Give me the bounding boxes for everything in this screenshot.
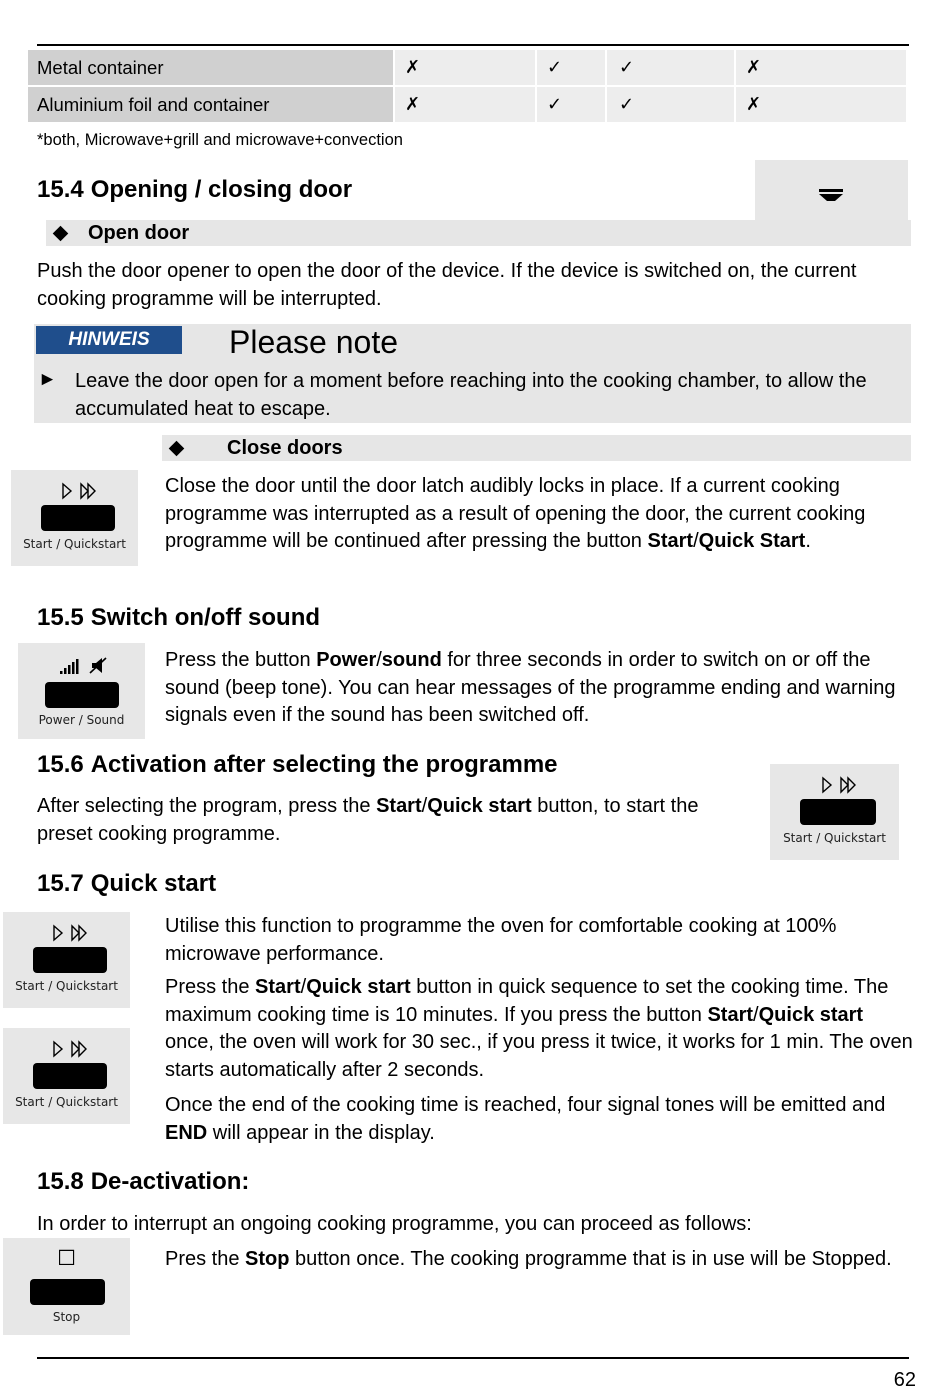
start-quickstart-illustration xyxy=(11,470,138,566)
cross-icon: ✗ xyxy=(746,94,762,114)
heading-15-6: 15.6 Activation after selecting the programme xyxy=(37,751,558,778)
start-quickstart-key xyxy=(33,947,107,973)
subheading-close-doors: Close doors xyxy=(162,435,911,461)
note-text: Leave the door open for a moment before reaching into the cooking chamber, to allow the accumulated heat to escape. xyxy=(75,370,867,420)
stop-key xyxy=(30,1279,105,1305)
note-badge: HINWEIS xyxy=(36,326,182,354)
start-quickstart-illustration xyxy=(3,912,130,1008)
subheading-open-door: Open door xyxy=(46,220,911,246)
activation-text: After selecting the program, press the Start/Quick start button, to start the preset cooking programme. xyxy=(37,795,699,845)
cross-icon: ✗ xyxy=(405,94,421,114)
panel-label: Stop xyxy=(52,1310,81,1324)
heading-15-8: 15.8 De-activation: xyxy=(37,1168,250,1195)
check-icon: ✓ xyxy=(547,57,563,77)
table-row xyxy=(28,87,908,122)
deactivation-intro: In order to interrupt an ongoing cooking programme, you can proceed as follows: xyxy=(37,1213,752,1235)
stop-icon: ☐ xyxy=(57,1246,76,1270)
panel-label: Start / Quickstart xyxy=(783,831,886,845)
table-footnote: *both, Microwave+grill and microwave+convection xyxy=(37,131,403,149)
start-quickstart-key xyxy=(41,505,115,531)
heading-15-5: 15.5 Switch on/off sound xyxy=(37,604,321,631)
check-icon: ✓ xyxy=(547,94,563,114)
panel-label: Power / Sound xyxy=(38,713,125,727)
check-icon: ✓ xyxy=(619,57,635,77)
panel-label: Start / Quickstart xyxy=(15,979,118,993)
stop-illustration xyxy=(3,1238,130,1335)
bottom-rule xyxy=(37,1357,909,1359)
top-rule xyxy=(37,44,909,46)
power-sound-illustration xyxy=(18,643,145,739)
page-number: 62 xyxy=(893,1369,916,1391)
quickstart-text-2: Press the Start/Quick start button in quick sequence to set the cooking time. The maximum cooking time is 10 minutes. If you press the button Start/Quick start once, the oven will work for 30 sec., if you press it twice, it works for 1 min. The oven starts automatically after 2 seconds. xyxy=(165,976,913,1081)
quickstart-text-1: Utilise this function to programme the oven for comfortable cooking at 100% microwave performance. xyxy=(165,915,837,965)
power-sound-key xyxy=(45,682,119,708)
open-door-text: Push the door opener to open the door of the device. If the device is switched on, the current cooking programme will be interrupted. xyxy=(37,260,857,310)
start-quickstart-illustration xyxy=(770,764,899,860)
table-cell-label: Metal container xyxy=(28,50,393,85)
table-row xyxy=(28,50,908,85)
diamond-bullet-icon xyxy=(53,225,69,241)
note-title: Please note xyxy=(229,324,399,360)
close-door-text: Close the door until the door latch audibly locks in place. If a current cooking programme was interrupted as a result of opening the door, the current cooking programme will be continued after pressing the button Start/Quick Start. xyxy=(165,475,866,552)
arrow-bullet-icon: ► xyxy=(38,369,57,390)
heading-15-7: 15.7 Quick start xyxy=(37,870,217,897)
cross-icon: ✗ xyxy=(405,57,421,77)
start-quickstart-key xyxy=(33,1063,107,1089)
cross-icon: ✗ xyxy=(746,57,762,77)
stop-text: Pres the Stop button once. The cooking programme that is in use will be Stopped. xyxy=(165,1248,892,1270)
check-icon: ✓ xyxy=(619,94,635,114)
sound-text: Press the button Power/sound for three seconds in order to switch on or off the sound (beep tone). You can hear messages of the programme ending and warning signals even if the sound has been switched off. xyxy=(165,649,896,726)
quickstart-text-3: Once the end of the cooking time is reached, four signal tones will be emitted and END will appear in the display. xyxy=(165,1094,886,1144)
table-cell-label: Aluminium foil and container xyxy=(28,87,393,122)
panel-label: Start / Quickstart xyxy=(23,537,126,551)
sound-level-mute-icon xyxy=(18,655,145,685)
panel-label: Start / Quickstart xyxy=(15,1095,118,1109)
heading-15-4: 15.4 Opening / closing door xyxy=(37,176,353,203)
start-quickstart-illustration xyxy=(3,1028,130,1124)
start-quickstart-key xyxy=(800,799,876,825)
diamond-bullet-icon xyxy=(169,440,185,456)
